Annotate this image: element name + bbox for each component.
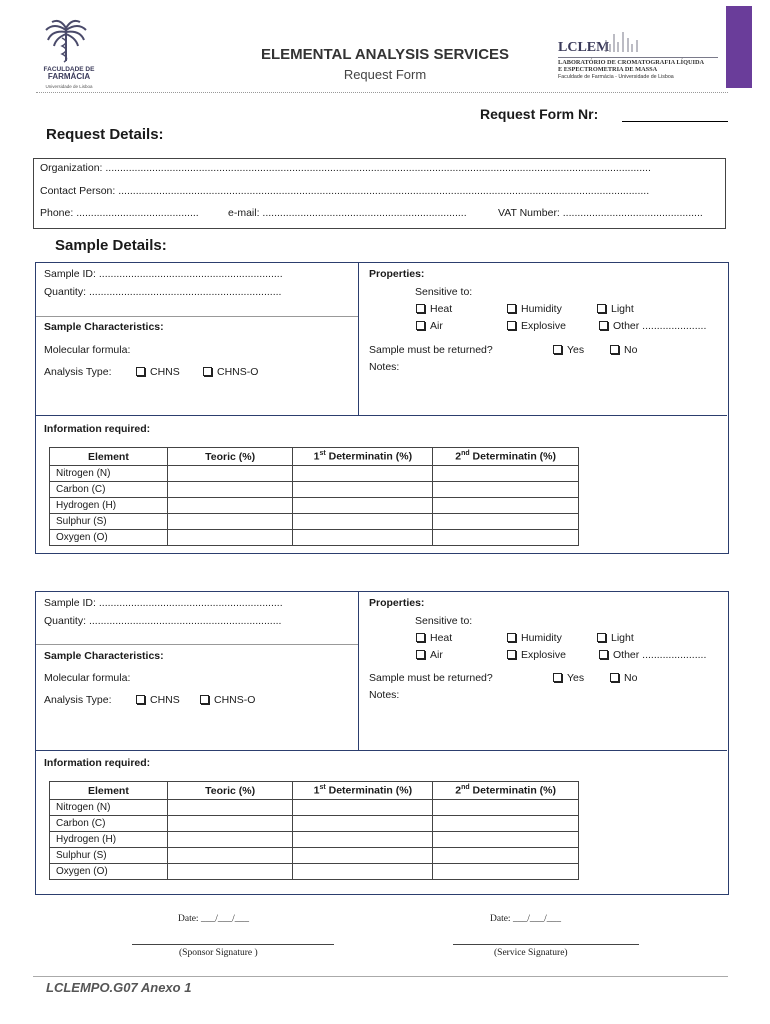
checkbox-icon	[416, 633, 425, 642]
det1-cell[interactable]	[293, 848, 433, 864]
humidity-checkbox[interactable]: Humidity	[507, 632, 562, 644]
det2-cell[interactable]	[433, 800, 579, 816]
explosive-checkbox[interactable]: Explosive	[507, 649, 566, 661]
element-name: Oxygen (O)	[50, 864, 168, 880]
explosive-checkbox[interactable]: Explosive	[507, 320, 566, 332]
humidity-checkbox[interactable]: Humidity	[507, 303, 562, 315]
det1-cell[interactable]	[293, 530, 433, 546]
service-date-field[interactable]: Date: ___/___/___	[490, 914, 561, 924]
table-header-row	[50, 782, 579, 800]
element-name: Nitrogen (N)	[50, 800, 168, 816]
analysis-type-label: Analysis Type:	[44, 366, 112, 378]
lclem-name-line2: E ESPECTROMETRIA DE MASSA	[558, 66, 658, 73]
teoric-cell[interactable]	[167, 482, 293, 498]
light-checkbox[interactable]: Light	[597, 303, 634, 315]
table-row	[50, 816, 579, 832]
contact-person-field[interactable]: Contact Person: ......................................................................................................................................................................................	[40, 185, 650, 197]
checkbox-icon	[136, 695, 145, 704]
element-name: Carbon (C)	[50, 482, 168, 498]
returned-yes-checkbox[interactable]: Yes	[553, 672, 584, 684]
footer-divider	[33, 976, 728, 977]
checkbox-icon	[597, 633, 606, 642]
sample-returned-label: Sample must be returned?	[369, 672, 493, 684]
phone-field[interactable]: Phone: ..........................................	[40, 207, 199, 219]
chnso-checkbox[interactable]: CHNS-O	[203, 366, 258, 378]
table-row	[50, 466, 579, 482]
column-header-element: Element	[50, 448, 168, 466]
sample-characteristics-label: Sample Characteristics:	[44, 650, 164, 662]
organization-field[interactable]: Organization: ...........................................................................................................................................................................................	[40, 162, 651, 174]
checkbox-icon	[610, 673, 619, 682]
teoric-cell[interactable]	[167, 864, 293, 880]
elements-table	[49, 781, 579, 880]
det2-cell[interactable]	[433, 832, 579, 848]
teoric-cell[interactable]	[167, 530, 293, 546]
checkbox-icon	[416, 650, 425, 659]
sample-block-2-divider	[358, 591, 359, 750]
checkbox-icon	[507, 304, 516, 313]
chns-checkbox[interactable]: CHNS	[136, 366, 180, 378]
checkbox-icon	[136, 367, 145, 376]
page-subtitle: Request Form	[343, 67, 427, 82]
document-code: LCLEMPO.G07 Anexo 1	[46, 980, 192, 995]
checkbox-icon	[553, 345, 562, 354]
other-checkbox[interactable]: Other ......................	[599, 649, 706, 661]
returned-no-checkbox[interactable]: No	[610, 672, 637, 684]
sponsor-signature-label: (Sponsor Signature )	[179, 948, 258, 958]
table-row	[50, 800, 579, 816]
det2-cell[interactable]	[433, 530, 579, 546]
checkbox-icon	[416, 321, 425, 330]
lclem-divider	[558, 57, 718, 58]
air-checkbox[interactable]: Air	[416, 320, 443, 332]
column-header-det2: 2nd Determinatin (%)	[433, 782, 579, 800]
teoric-cell[interactable]	[167, 800, 293, 816]
quantity-field[interactable]: Quantity: ..................................................................	[44, 615, 282, 627]
email-field[interactable]: e-mail: ......................................................................	[228, 207, 467, 219]
sample-block-2-rule	[36, 644, 358, 645]
det2-cell[interactable]	[433, 848, 579, 864]
sample-block-2-rule	[36, 750, 727, 751]
checkbox-icon	[507, 321, 516, 330]
sensitive-to-label: Sensitive to:	[415, 615, 473, 627]
light-checkbox[interactable]: Light	[597, 632, 634, 644]
sample-id-field[interactable]: Sample ID: ...............................................................	[44, 597, 283, 609]
det2-cell[interactable]	[433, 816, 579, 832]
table-row	[50, 498, 579, 514]
quantity-field[interactable]: Quantity: ..................................................................	[44, 286, 282, 298]
checkbox-icon	[597, 304, 606, 313]
request-number-label: Request Form Nr:	[480, 106, 599, 122]
sample-returned-label: Sample must be returned?	[369, 344, 493, 356]
column-header-det2: 2nd Determinatin (%)	[433, 448, 579, 466]
returned-no-checkbox[interactable]: No	[610, 344, 637, 356]
checkbox-icon	[507, 633, 516, 642]
sensitive-to-label: Sensitive to:	[415, 286, 473, 298]
service-signature-line[interactable]	[453, 944, 639, 945]
table-row	[50, 482, 579, 498]
checkbox-icon	[200, 695, 209, 704]
table-row	[50, 848, 579, 864]
sample-block-1-divider	[358, 262, 359, 415]
information-required-label: Information required:	[44, 757, 151, 769]
element-name: Sulphur (S)	[50, 514, 168, 530]
page-title: ELEMENTAL ANALYSIS SERVICES	[260, 46, 510, 63]
purple-accent-tab	[726, 6, 752, 88]
lab-chromatogram-icon	[604, 30, 642, 52]
teoric-cell[interactable]	[167, 498, 293, 514]
det2-cell[interactable]	[433, 466, 579, 482]
lclem-name-line3: Faculdade de Farmácia - Universidade de Lisboa	[558, 74, 674, 80]
analysis-type-label: Analysis Type:	[44, 694, 112, 706]
header-divider	[36, 92, 728, 93]
checkbox-icon	[599, 321, 608, 330]
sample-block-1-rule	[36, 415, 727, 416]
det1-cell[interactable]	[293, 800, 433, 816]
teoric-cell[interactable]	[167, 816, 293, 832]
det1-cell[interactable]	[293, 466, 433, 482]
returned-yes-checkbox[interactable]: Yes	[553, 344, 584, 356]
det1-cell[interactable]	[293, 482, 433, 498]
det1-cell[interactable]	[293, 498, 433, 514]
det1-cell[interactable]	[293, 816, 433, 832]
sample-details-heading: Sample Details:	[55, 237, 167, 254]
checkbox-icon	[416, 304, 425, 313]
checkbox-icon	[610, 345, 619, 354]
column-header-det1: 1st Determinatin (%)	[293, 448, 433, 466]
air-checkbox[interactable]: Air	[416, 649, 443, 661]
element-name: Carbon (C)	[50, 816, 168, 832]
det2-cell[interactable]	[433, 864, 579, 880]
det2-cell[interactable]	[433, 482, 579, 498]
elements-table	[49, 447, 579, 546]
teoric-cell[interactable]	[167, 466, 293, 482]
element-name: Oxygen (O)	[50, 530, 168, 546]
checkbox-icon	[599, 650, 608, 659]
det1-cell[interactable]	[293, 832, 433, 848]
table-row	[50, 514, 579, 530]
element-name: Hydrogen (H)	[50, 498, 168, 514]
column-header-teoric: Teoric (%)	[167, 782, 293, 800]
properties-label: Properties:	[369, 268, 425, 280]
sample-id-field[interactable]: Sample ID: ...............................................................	[44, 268, 283, 280]
table-header-row	[50, 448, 579, 466]
faculty-name: FACULDADE DE FARMÁCIA	[43, 66, 95, 81]
column-header-element: Element	[50, 782, 168, 800]
det2-cell[interactable]	[433, 498, 579, 514]
faculty-university: Universidade de Lisboa	[45, 84, 93, 89]
vat-number-field[interactable]: VAT Number: ................................................	[498, 207, 703, 219]
sample-block-1-rule	[36, 316, 358, 317]
lclem-acronym: LCLEM	[558, 40, 610, 55]
element-name: Hydrogen (H)	[50, 832, 168, 848]
teoric-cell[interactable]	[167, 832, 293, 848]
properties-label: Properties:	[369, 597, 425, 609]
table-row	[50, 530, 579, 546]
det2-cell[interactable]	[433, 514, 579, 530]
table-row	[50, 832, 579, 848]
molecular-formula-field[interactable]: Molecular formula:	[44, 672, 131, 684]
det1-cell[interactable]	[293, 514, 433, 530]
information-required-label: Information required:	[44, 423, 151, 435]
chns-checkbox[interactable]: CHNS	[136, 694, 180, 706]
element-name: Nitrogen (N)	[50, 466, 168, 482]
checkbox-icon	[507, 650, 516, 659]
column-header-teoric: Teoric (%)	[167, 448, 293, 466]
element-name: Sulphur (S)	[50, 848, 168, 864]
sponsor-signature-line[interactable]	[132, 944, 334, 945]
column-header-det1: 1st Determinatin (%)	[293, 782, 433, 800]
chnso-checkbox[interactable]: CHNS-O	[200, 694, 255, 706]
heat-checkbox[interactable]: Heat	[416, 303, 452, 315]
request-details-heading: Request Details:	[46, 126, 164, 143]
heat-checkbox[interactable]: Heat	[416, 632, 452, 644]
notes-field[interactable]: Notes:	[369, 361, 400, 373]
notes-field[interactable]: Notes:	[369, 689, 400, 701]
request-number-field[interactable]	[622, 121, 728, 122]
checkbox-icon	[203, 367, 212, 376]
teoric-cell[interactable]	[167, 514, 293, 530]
molecular-formula-field[interactable]: Molecular formula:	[44, 344, 131, 356]
teoric-cell[interactable]	[167, 848, 293, 864]
sample-characteristics-label: Sample Characteristics:	[44, 321, 164, 333]
checkbox-icon	[553, 673, 562, 682]
other-checkbox[interactable]: Other ......................	[599, 320, 706, 332]
det1-cell[interactable]	[293, 864, 433, 880]
sponsor-date-field[interactable]: Date: ___/___/___	[178, 914, 249, 924]
service-signature-label: (Service Signature)	[494, 948, 568, 958]
lclem-name-line1: LABORATÓRIO DE CROMATOGRAFIA LÍQUIDA	[558, 59, 705, 66]
table-row	[50, 864, 579, 880]
